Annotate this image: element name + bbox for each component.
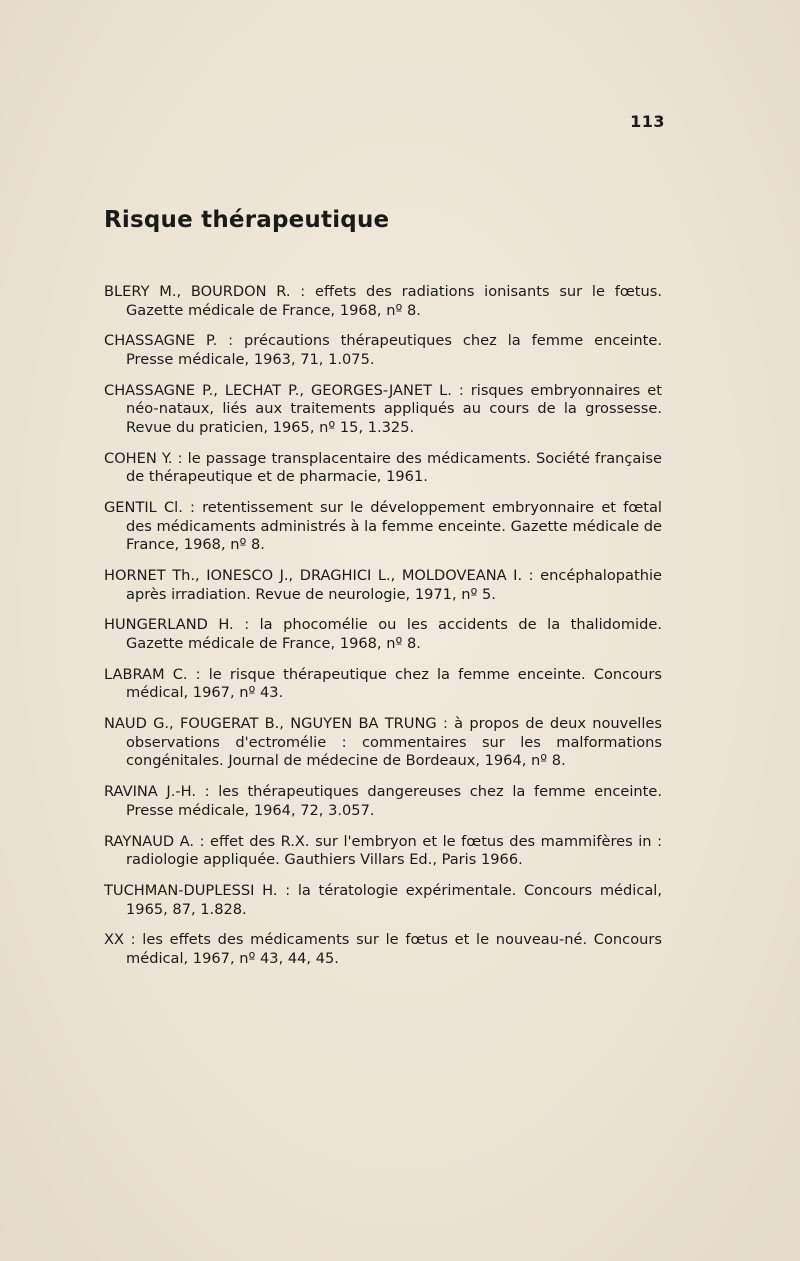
page-number: 113 — [630, 112, 665, 131]
reference-text: : retentissement sur le développement embryonnaire et fœtal des médicaments administrés à la femme enceinte. Gazette médicale de France, 1968, nº 8. — [126, 499, 662, 554]
reference-item — [104, 666, 662, 703]
reference-text: : risques embryonnaires et néo-nataux, liés aux traitements appliqués au cours de la grossesse. Revue du praticien, 1965, nº 15, 1.325. — [126, 381, 662, 436]
section-title: Risque thérapeutique — [104, 207, 390, 233]
reference-text: : la phocomélie ou les accidents de la thalidomide. Gazette médicale de France, 1968, nº 8. — [126, 616, 662, 653]
reference-authors: NAUD G., FOUGERAT B., NGUYEN BA TRUNG — [104, 715, 437, 733]
reference-item — [104, 833, 662, 870]
reference-authors: CHASSAGNE P. — [104, 332, 218, 350]
reference-text: : effets des radiations ionisants sur le fœtus. Gazette médicale de France, 1968, nº 8. — [126, 283, 662, 319]
reference-item — [104, 332, 662, 369]
reference-authors: RAVINA J.-H. — [104, 783, 196, 801]
reference-authors: GENTIL Cl. — [104, 499, 183, 517]
reference-item — [104, 283, 662, 320]
reference-text: : les effets des médicaments sur le fœtus et le nouveau-né. Concours médical, 1967, nº 43, 44, 45. — [124, 931, 662, 967]
reference-authors: LABRAM C. — [104, 665, 188, 683]
reference-text: : la tératologie expérimentale. Concours médical, 1965, 87, 1.828. — [126, 881, 662, 918]
reference-authors: XX — [104, 931, 124, 949]
reference-item — [104, 616, 662, 653]
reference-list — [104, 283, 662, 981]
reference-text: : les thérapeutiques dangereuses chez la femme enceinte. Presse médicale, 1964, 72, 3.057. — [126, 783, 662, 819]
reference-text: : le passage transplacentaire des médicaments. Société française de thérapeutique et de pharmacie, 1961. — [126, 449, 662, 486]
reference-authors: BLERY M., BOURDON R. — [104, 283, 291, 300]
reference-text: : le risque thérapeutique chez la femme enceinte. Concours médical, 1967, nº 43. — [126, 665, 662, 702]
reference-item — [104, 567, 662, 604]
reference-item — [104, 882, 662, 919]
reference-authors: HORNET Th., IONESCO J., DRAGHICI L., MOLDOVEANA I. — [104, 567, 523, 585]
reference-item — [104, 382, 662, 438]
reference-item — [104, 450, 662, 487]
reference-text: : précautions thérapeutiques chez la femme enceinte. Presse médicale, 1963, 71, 1.075. — [126, 332, 662, 368]
reference-item — [104, 715, 662, 771]
reference-authors: COHEN Y. — [104, 449, 173, 467]
reference-authors: RAYNAUD A. — [104, 832, 195, 850]
reference-text: : encéphalopathie après irradiation. Revue de neurologie, 1971, nº 5. — [126, 567, 663, 603]
reference-text: : effet des R.X. sur l'embryon et le fœtus des mammifères in : radiologie appliquée. Gauthiers Villars Ed., Paris 1966. — [126, 832, 662, 869]
reference-item — [104, 931, 662, 968]
reference-authors: TUCHMAN-DUPLESSI H. — [104, 881, 278, 899]
reference-authors: CHASSAGNE P., LECHAT P., GEORGES-JANET L. — [104, 381, 452, 399]
reference-item — [104, 783, 662, 820]
reference-text: : à propos de deux nouvelles observations d'ectromélie : commentaires sur les malformations congénitales. Journal de médecine de Bordeaux, 1964, nº 8. — [126, 715, 662, 770]
reference-item — [104, 499, 662, 555]
reference-authors: HUNGERLAND H. — [104, 616, 234, 634]
